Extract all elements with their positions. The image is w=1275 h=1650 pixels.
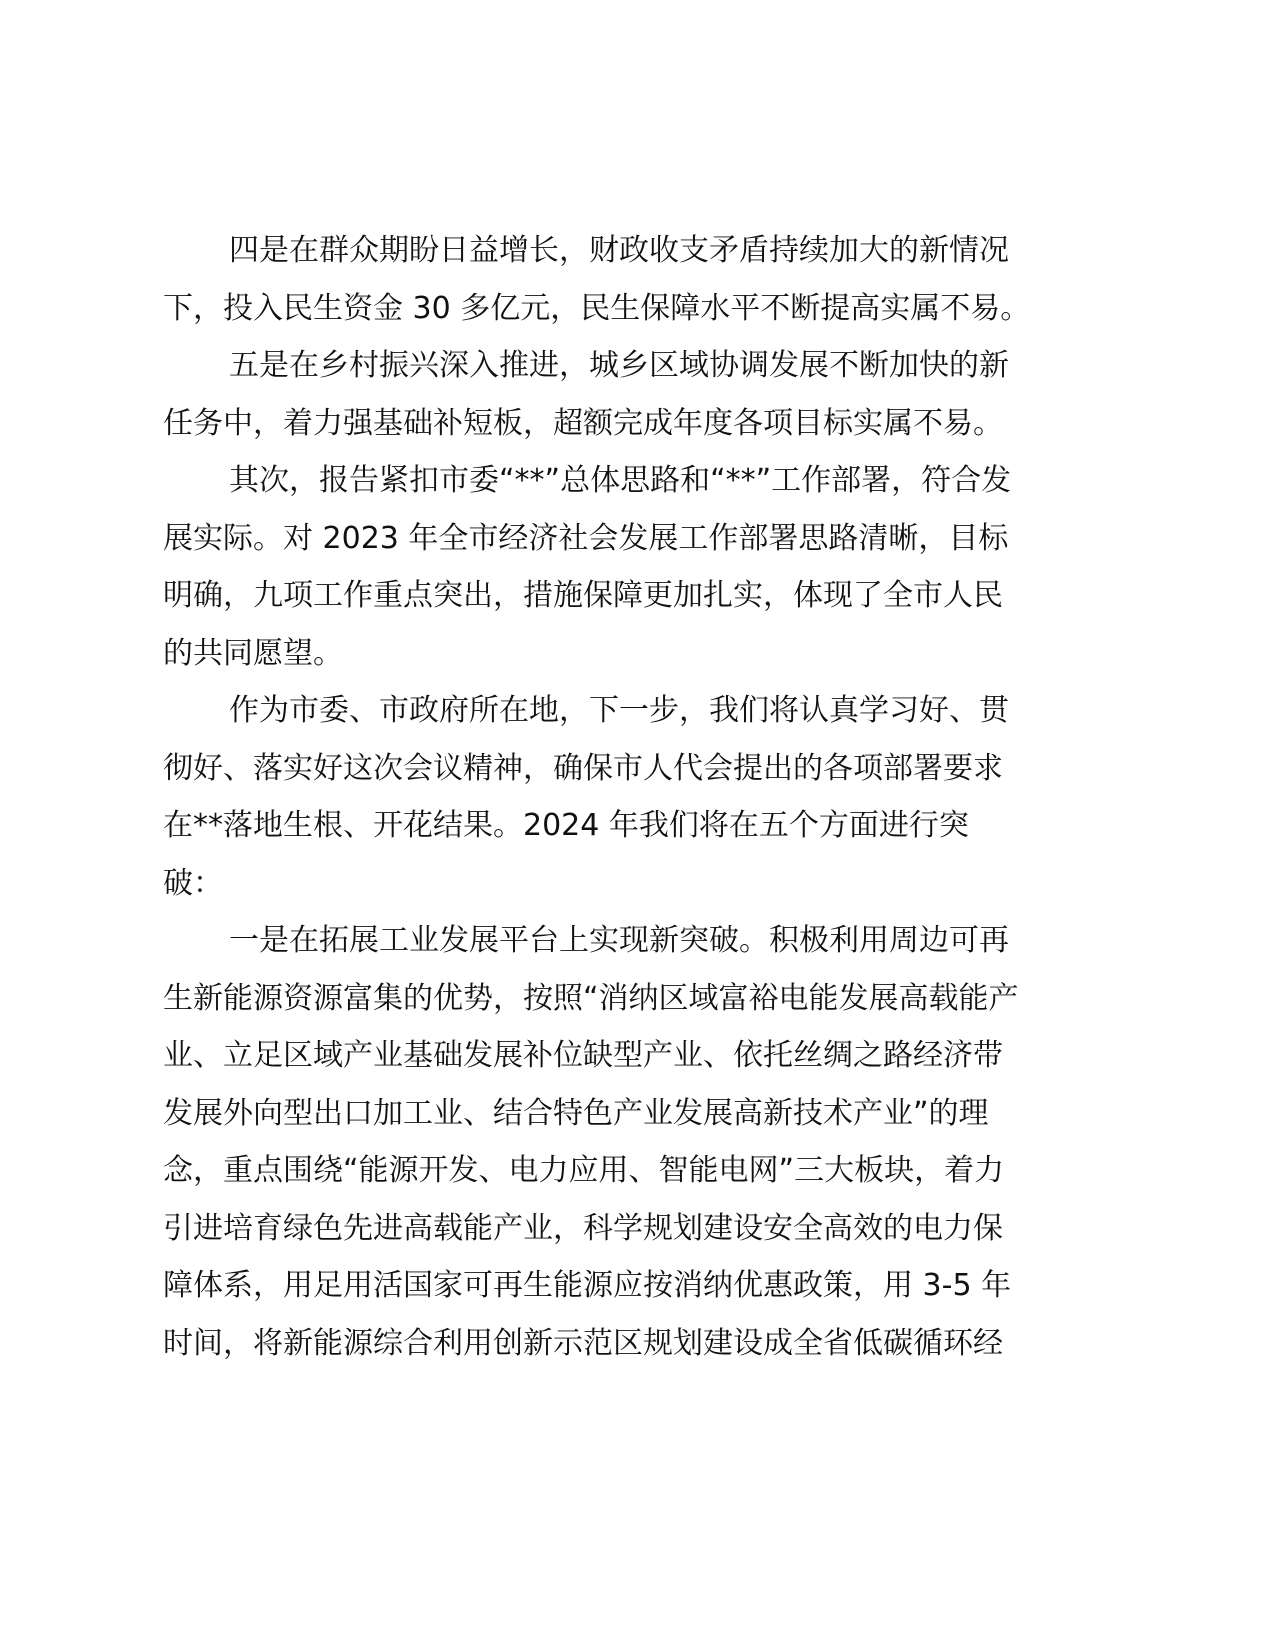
paragraph-line: 业、立足区域产业基础发展补位缺型产业、依托丝绸之路经济带 bbox=[163, 1038, 1003, 1073]
paragraph-line: 发展外向型出口加工业、结合特色产业发展高新技术产业”的理 bbox=[163, 1095, 989, 1131]
document-body bbox=[163, 222, 1113, 1372]
paragraph-1 bbox=[163, 222, 1113, 337]
paragraph-line: 的共同愿望。 bbox=[163, 635, 343, 671]
paragraph-line: 作为市委、市政府所在地，下一步，我们将认真学习好、贯 bbox=[229, 693, 1009, 728]
paragraph-3 bbox=[163, 452, 1113, 682]
paragraph-line: 破： bbox=[163, 865, 223, 901]
paragraph-line: 一是在拓展工业发展平台上实现新突破。积极利用周边可再 bbox=[229, 923, 1009, 958]
paragraph-line: 展实际。对 2023 年全市经济社会发展工作部署思路清晰，目标 bbox=[163, 520, 1009, 556]
paragraph-line: 五是在乡村振兴深入推进，城乡区域协调发展不断加快的新 bbox=[229, 348, 1009, 383]
paragraph-line: 四是在群众期盼日益增长，财政收支矛盾持续加大的新情况 bbox=[229, 233, 1009, 268]
paragraph-line: 时间，将新能源综合利用创新示范区规划建设成全省低碳循环经 bbox=[163, 1325, 1003, 1361]
paragraph-line: 在**落地生根、开花结果。2024 年我们将在五个方面进行突 bbox=[163, 808, 969, 843]
paragraph-line: 彻好、落实好这次会议精神，确保市人代会提出的各项部署要求 bbox=[163, 750, 1003, 786]
paragraph-4 bbox=[163, 682, 1113, 912]
paragraph-5 bbox=[163, 912, 1113, 1372]
paragraph-line: 念，重点围绕“能源开发、电力应用、智能电网”三大板块，着力 bbox=[163, 1153, 1005, 1188]
paragraph-line: 任务中，着力强基础补短板，超额完成年度各项目标实属不易。 bbox=[163, 405, 1003, 441]
paragraph-line: 障体系，用足用活国家可再生能源应按消纳优惠政策，用 3-5 年 bbox=[163, 1268, 1012, 1303]
paragraph-line: 明确，九项工作重点突出，措施保障更加扎实，体现了全市人民 bbox=[163, 578, 1003, 613]
paragraph-line: 生新能源资源富集的优势，按照“消纳区域富裕电能发展高载能产 bbox=[163, 980, 1019, 1016]
paragraph-2 bbox=[163, 337, 1113, 452]
paragraph-line: 下，投入民生资金 30 多亿元，民生保障水平不断提高实属不易。 bbox=[163, 290, 1031, 326]
paragraph-line: 引进培育绿色先进高载能产业，科学规划建设安全高效的电力保 bbox=[163, 1210, 1003, 1246]
paragraph-line: 其次，报告紧扣市委“**”总体思路和“**”工作部署，符合发 bbox=[229, 463, 1012, 498]
